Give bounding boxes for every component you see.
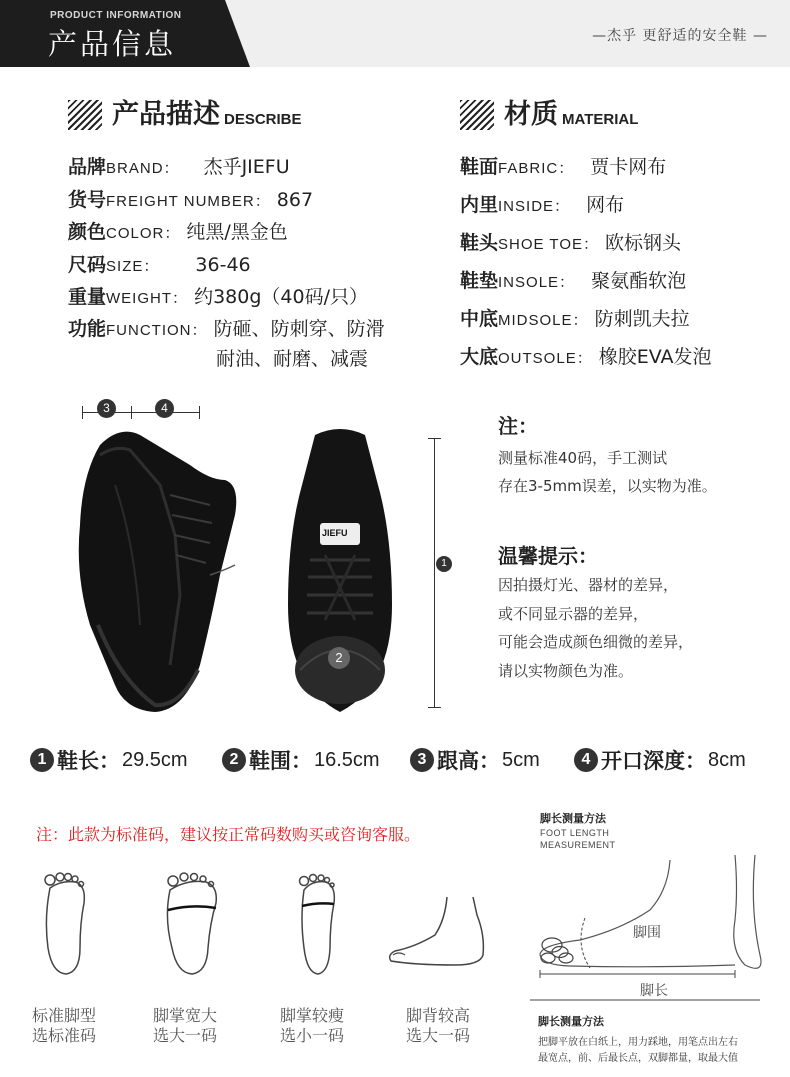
- spec-size: [68, 250, 251, 277]
- foot-length-label: 脚长: [640, 983, 668, 999]
- tips-line: 因拍摄灯光、器材的差异，: [498, 576, 679, 594]
- note-line: 测量标准40码，手工测试: [498, 449, 668, 467]
- material-title-cn: 材质: [504, 99, 558, 130]
- material-insole: [460, 266, 686, 293]
- dimension-tick: [131, 406, 132, 419]
- spec-key-en: INSOLE：: [498, 274, 576, 291]
- spec-key: 货号: [68, 189, 107, 211]
- tips-line: 可能会造成颜色细微的差异，: [498, 633, 694, 651]
- foot-standard-icon: [36, 868, 96, 978]
- measurement-number: 4: [574, 748, 598, 772]
- foot-wide-icon: [160, 868, 226, 978]
- spec-key-en: MIDSOLE：: [498, 312, 589, 329]
- material-section-title: [460, 100, 638, 130]
- note-title: 注：: [498, 414, 538, 438]
- spec-key-en: FABRIC：: [498, 160, 575, 177]
- spec-key-en: COLOR：: [106, 225, 181, 242]
- spec-key-en: OUTSOLE：: [498, 350, 593, 367]
- measurement-value: 16.5cm: [314, 748, 380, 771]
- dimension-tick: [199, 406, 200, 419]
- foot-type-line2: 选小一码: [280, 1026, 345, 1045]
- spec-value: 聚氨酯软泡: [591, 270, 687, 292]
- marker-3: 3: [97, 399, 116, 418]
- spec-value: 防砸、防刺穿、防滑: [213, 318, 385, 340]
- material-fabric: [460, 152, 666, 179]
- spec-key: 颜色: [68, 221, 107, 243]
- tips-title: 温馨提示：: [498, 544, 598, 568]
- spec-value: 约380g（40码/只）: [194, 286, 368, 308]
- spec-value: 耐油、耐磨、减震: [216, 348, 369, 370]
- spec-value: 纯黑/黑金色: [186, 221, 288, 243]
- foot-type-label: [32, 1006, 96, 1046]
- spec-value: 网布: [586, 194, 625, 216]
- foot-type-line1: 脚掌宽大: [153, 1006, 218, 1025]
- measurement-label: 鞋围：: [249, 749, 312, 773]
- spec-key: 鞋头: [460, 232, 499, 254]
- dimension-tick: [428, 438, 441, 439]
- measurement-number: 2: [222, 748, 246, 772]
- spec-value: 防刺凯夫拉: [594, 308, 690, 330]
- header-banner: [0, 0, 790, 67]
- spec-value: 867: [276, 189, 314, 211]
- foot-girth-label: 脚围: [633, 925, 661, 941]
- material-outsole: [460, 342, 712, 369]
- spec-key-en: FREIGHT NUMBER：: [106, 193, 271, 210]
- header-slogan: —杰乎 更舒适的安全鞋 —: [592, 28, 768, 44]
- spec-key: 重量: [68, 286, 107, 308]
- spec-brand: [68, 152, 290, 179]
- shoe-side-view-image: [60, 425, 250, 715]
- spec-key: 鞋垫: [460, 270, 499, 292]
- shoe-front-view-image: [280, 425, 400, 715]
- foot-measure-title: 脚长测量方法: [540, 812, 606, 825]
- foot-method-line2: 最宽点，前、后最长点，双脚都量，取最大值: [538, 1053, 738, 1064]
- foot-measure-en-line1: FOOT LENGTH: [540, 828, 610, 838]
- measurement-heel-height: [410, 745, 540, 775]
- foot-type-line2: 选标准码: [32, 1026, 97, 1045]
- spec-key: 中底: [460, 308, 499, 330]
- spec-key-en: WEIGHT：: [106, 290, 189, 307]
- spec-value: 杰乎JIEFU: [203, 156, 290, 178]
- spec-function-line2: [216, 344, 368, 371]
- spec-value: 贾卡网布: [590, 156, 667, 178]
- shoe-logo-label: JIEFU: [322, 528, 348, 538]
- foot-method-title: 脚长测量方法: [538, 1015, 604, 1028]
- header-title-en: PRODUCT INFORMATION: [50, 10, 182, 21]
- measurement-label: 鞋长：: [57, 749, 120, 773]
- note-line: 存在3-5mm误差，以实物为准。: [498, 477, 717, 495]
- spec-key: 鞋面: [460, 156, 499, 178]
- foot-type-label: [406, 1006, 470, 1046]
- dimension-line-vertical: [434, 438, 435, 708]
- hatch-icon: [460, 100, 494, 130]
- describe-title-cn: 产品描述: [112, 99, 220, 130]
- size-advice-note: 注：此款为标准码，建议按正常码数购买或咨询客服。: [36, 825, 421, 844]
- dimension-tick: [82, 406, 83, 419]
- foot-type-label: [153, 1006, 217, 1046]
- measurement-label: 跟高：: [437, 749, 500, 773]
- hatch-icon: [68, 100, 102, 130]
- spec-key-en: INSIDE：: [498, 198, 571, 215]
- spec-key: 品牌: [68, 156, 107, 178]
- foot-high-instep-icon: [385, 895, 490, 975]
- describe-title-en: DESCRIBE: [224, 111, 302, 128]
- marker-4: 4: [155, 399, 174, 418]
- spec-value: 橡胶EVA发泡: [598, 346, 712, 368]
- foot-type-line1: 标准脚型: [32, 1006, 97, 1025]
- spec-key: 内里: [460, 194, 499, 216]
- measurement-number: 3: [410, 748, 434, 772]
- spec-key: 尺码: [68, 254, 107, 276]
- measurement-value: 5cm: [502, 748, 540, 771]
- spec-key: 功能: [68, 318, 107, 340]
- material-midsole: [460, 304, 690, 331]
- foot-measure-en-line2: MEASUREMENT: [540, 840, 616, 850]
- header-title-cn: 产品信息: [48, 27, 177, 61]
- spec-function: [68, 314, 385, 341]
- spec-freight-number: [68, 185, 313, 212]
- spec-value: 36-46: [195, 254, 251, 276]
- tips-line: 或不同显示器的差异，: [498, 605, 649, 623]
- marker-1: 1: [436, 556, 452, 572]
- spec-key-en: BRAND：: [106, 160, 180, 177]
- measurement-value: 29.5cm: [122, 748, 188, 771]
- measurement-opening-depth: [574, 745, 746, 775]
- foot-type-line2: 选大一码: [406, 1026, 471, 1045]
- describe-section-title: [68, 100, 302, 130]
- foot-type-line2: 选大一码: [153, 1026, 218, 1045]
- spec-value: 欧标钢头: [605, 232, 682, 254]
- measurement-shoe-length: [30, 745, 188, 775]
- measurement-shoe-girth: [222, 745, 380, 775]
- marker-2: 2: [328, 647, 350, 669]
- foot-type-line1: 脚背较高: [406, 1006, 471, 1025]
- foot-method-line1: 把脚平放在白纸上，用力踩地，用笔点出左右: [538, 1037, 738, 1048]
- tips-line: 请以实物颜色为准。: [498, 662, 634, 680]
- material-title-en: MATERIAL: [562, 111, 639, 128]
- measurement-number: 1: [30, 748, 54, 772]
- dimension-tick: [428, 707, 441, 708]
- spec-key-en: SHOE TOE：: [498, 236, 599, 253]
- measurement-value: 8cm: [708, 748, 746, 771]
- foot-type-label: [280, 1006, 344, 1046]
- material-inside: [460, 190, 624, 217]
- foot-narrow-icon: [292, 868, 344, 978]
- measurement-label: 开口深度：: [601, 749, 706, 773]
- spec-key-en: SIZE：: [106, 258, 160, 275]
- spec-color: [68, 217, 288, 244]
- spec-key: 大底: [460, 346, 499, 368]
- spec-weight: [68, 282, 368, 309]
- foot-type-line1: 脚掌较瘦: [280, 1006, 345, 1025]
- material-shoe-toe: [460, 228, 681, 255]
- spec-key-en: FUNCTION：: [106, 322, 208, 339]
